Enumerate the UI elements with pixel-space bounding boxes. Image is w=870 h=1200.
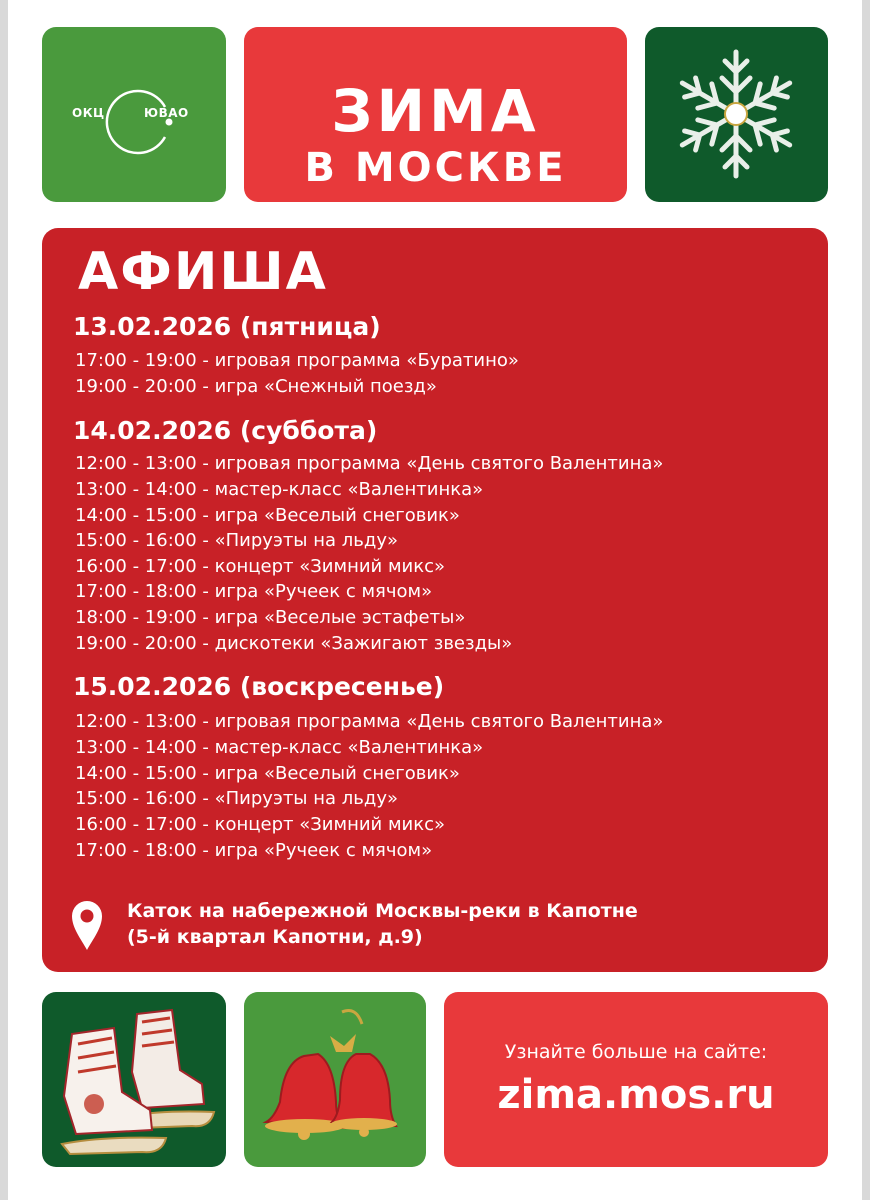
event-item: 18:00 - 19:00 - игра «Веселые эстафеты» (75, 607, 466, 628)
event-item: 19:00 - 20:00 - игра «Снежный поезд» (75, 376, 437, 397)
event-item: 14:00 - 15:00 - игра «Веселый снеговик» (75, 505, 460, 526)
website-link[interactable]: zima.mos.ru (497, 1072, 775, 1118)
location-line-2: (5-й квартал Капотни, д.9) (127, 926, 423, 948)
event-item: 15:00 - 16:00 - «Пируэты на льду» (75, 530, 398, 551)
map-pin-icon (70, 898, 104, 952)
poster-heading: АФИША (78, 242, 328, 302)
logo-text-left: ОКЦ (72, 106, 105, 120)
snowflake-image (645, 27, 828, 202)
title-tile (244, 27, 627, 202)
event-item: 17:00 - 18:00 - игра «Ручеек с мячом» (75, 581, 433, 602)
bells-tile (244, 992, 426, 1167)
day-heading: 15.02.2026 (воскресенье) (73, 672, 445, 701)
event-item: 15:00 - 16:00 - «Пируэты на льду» (75, 788, 398, 809)
logo-tile (42, 27, 226, 202)
website-tile (444, 992, 828, 1167)
ice-skates-image (42, 992, 226, 1167)
christmas-bells-image (244, 992, 426, 1167)
poster-card (42, 228, 828, 972)
logo-ring-icon (42, 27, 226, 202)
page-edge-right (862, 0, 870, 1200)
event-item: 12:00 - 13:00 - игровая программа «День святого Валентина» (75, 453, 664, 474)
title-line-2: В МОСКВЕ (304, 145, 567, 191)
event-item: 13:00 - 14:00 - мастер-класс «Валентинка» (75, 479, 484, 500)
location-line-1: Каток на набережной Москвы-реки в Капотне (127, 900, 638, 922)
skates-tile (42, 992, 226, 1167)
event-item: 16:00 - 17:00 - концерт «Зимний микс» (75, 814, 446, 835)
event-item: 16:00 - 17:00 - концерт «Зимний микс» (75, 556, 446, 577)
event-item: 13:00 - 14:00 - мастер-класс «Валентинка» (75, 737, 484, 758)
event-item: 17:00 - 18:00 - игра «Ручеек с мячом» (75, 840, 433, 861)
event-item: 19:00 - 20:00 - дискотеки «Зажигают звезды» (75, 633, 513, 654)
event-item: 14:00 - 15:00 - игра «Веселый снеговик» (75, 763, 460, 784)
day-heading: 13.02.2026 (пятница) (73, 312, 381, 341)
page-edge-left (0, 0, 8, 1200)
logo-text-right: ЮВАО (144, 106, 189, 120)
snowflake-tile (645, 27, 828, 202)
website-caption: Узнайте больше на сайте: (504, 1041, 768, 1063)
title-line-1: ЗИМА (331, 77, 540, 145)
event-item: 12:00 - 13:00 - игровая программа «День святого Валентина» (75, 711, 664, 732)
day-heading: 14.02.2026 (суббота) (73, 416, 378, 445)
event-item: 17:00 - 19:00 - игровая программа «Буратино» (75, 350, 519, 371)
